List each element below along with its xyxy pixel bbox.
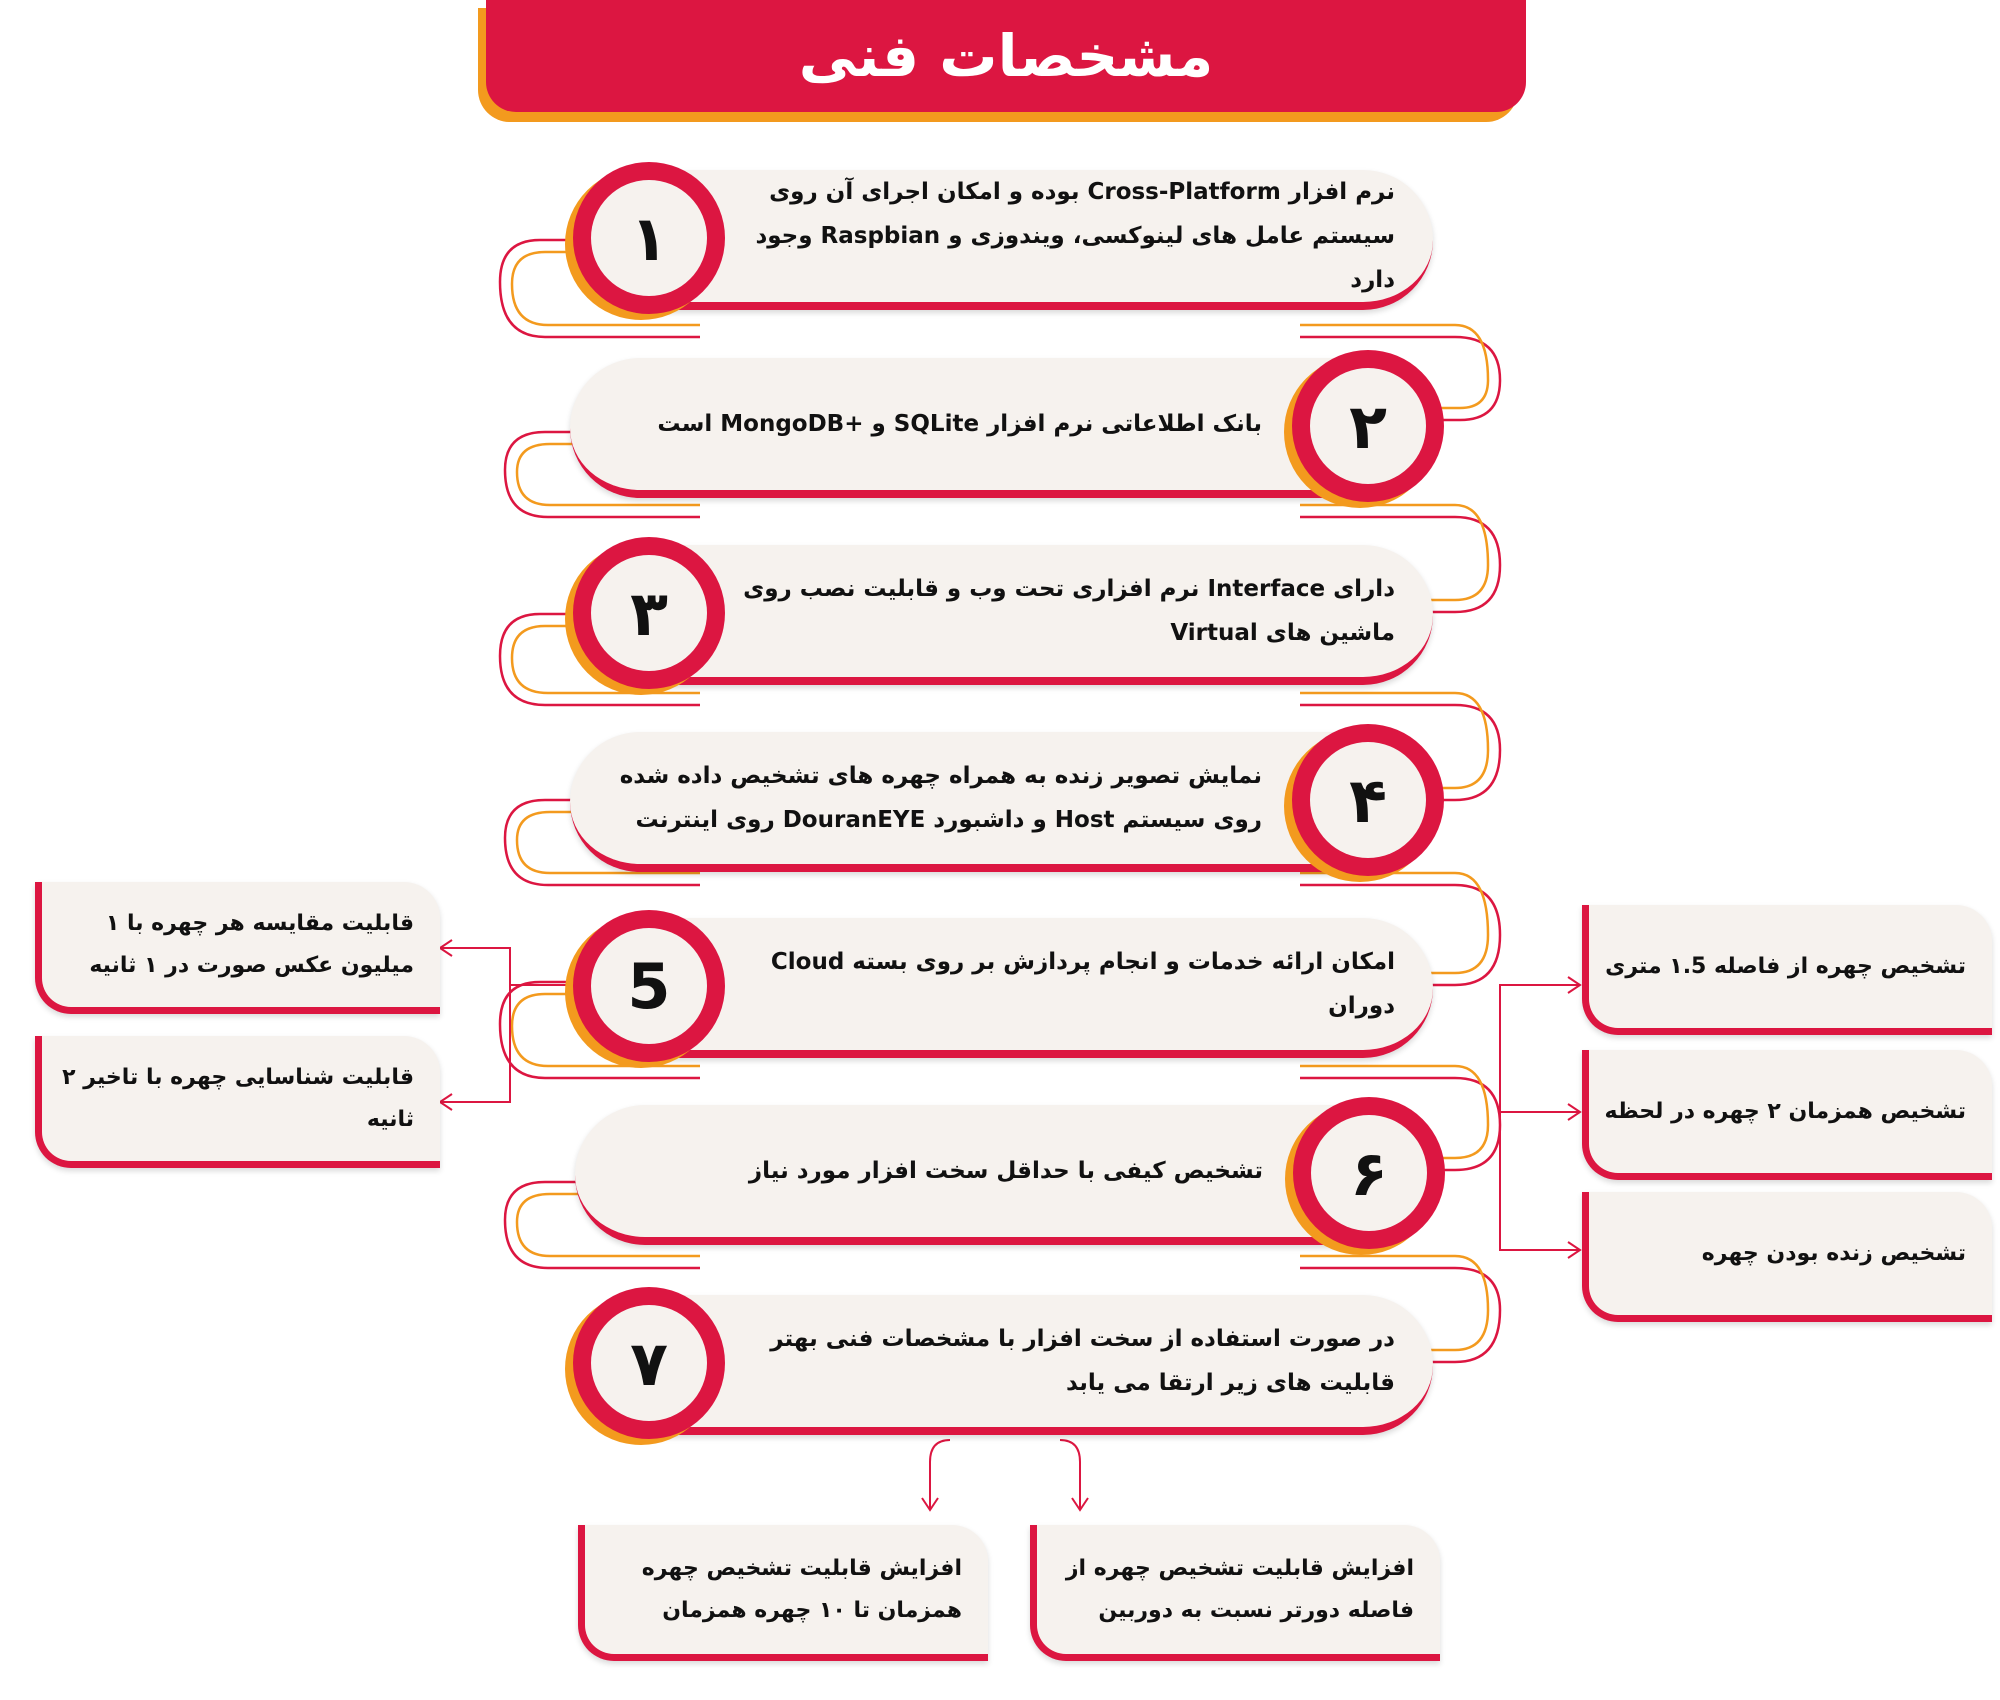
right-feature-3-text: تشخیص زنده بودن چهره: [1701, 1240, 1966, 1266]
step-6: [575, 1105, 1433, 1245]
right-feature-2: [1582, 1050, 1992, 1180]
step-7-text: در صورت استفاده از سخت افزار با مشخصات فنی بهتر قابلیت های زیر ارتقا می یابد: [770, 1326, 1395, 1396]
step-3-text: دارای Interface نرم افزاری تحت وب و قابلیت نصب روی ماشین های Virtual: [743, 576, 1395, 646]
step-5-number: 5: [627, 949, 671, 1023]
badge-face: [1310, 368, 1426, 484]
bottom-feature-2: [1030, 1525, 1440, 1661]
step-4-badge: [1292, 724, 1444, 876]
left-feature-1-text: قابلیت مقایسه هر چهره با ۱ میلیون عکس صورت در ۱ ثانیه: [89, 910, 414, 978]
step-1-text: نرم افزار Cross-Platform بوده و امکان اجرای آن روی سیستم عامل های لینوکسی، ویندوزی و Raspbian وجود دارد: [755, 179, 1395, 293]
step-5-badge: [573, 910, 725, 1062]
left-feature-2-text: قابلیت شناسایی چهره با تاخیر ۲ ثانیه: [62, 1064, 414, 1132]
step-4-text: نمایش تصویر زنده به همراه چهره های تشخیص داده شده روی سیستم Host و داشبورد DouranEYE روی اینترنت: [619, 763, 1262, 833]
bottom-feature-1: [578, 1525, 988, 1661]
left-feature-1: [35, 882, 440, 1014]
right-feature-1-text: تشخیص چهره از فاصله ۱.5 متری: [1605, 953, 1966, 979]
step-5: [585, 918, 1433, 1058]
step-2: [570, 358, 1432, 498]
step-3: [585, 545, 1433, 685]
step-3-badge: [573, 537, 725, 689]
badge-face: [591, 928, 707, 1044]
step-7-badge: [573, 1287, 725, 1439]
step-4-number: ۴: [1349, 763, 1387, 837]
title-banner: [478, 0, 1526, 122]
step-7-number: ۷: [630, 1326, 668, 1400]
arrow-to-bottom-feature-1: [930, 1440, 950, 1510]
badge-face: [1310, 742, 1426, 858]
step-2-text: بانک اطلاعاتی نرم افزار SQLite و +MongoDB است: [657, 411, 1262, 437]
right-feature-3: [1582, 1192, 1992, 1322]
step-1: [585, 170, 1433, 310]
badge-face: [1311, 1115, 1427, 1231]
badge-face: [591, 180, 707, 296]
step-2-badge: [1292, 350, 1444, 502]
arrow-to-right-feature-3: [1500, 1112, 1580, 1250]
title-banner-face: [486, 0, 1526, 112]
page-title: مشخصات فنی: [798, 22, 1214, 90]
step-6-badge: [1293, 1097, 1445, 1249]
step-4: [570, 732, 1432, 872]
step-1-badge: [573, 162, 725, 314]
step-3-number: ۳: [630, 576, 668, 650]
step-5-text: امکان ارائه خدمات و انجام پردازش بر روی بسته Cloud دوران: [770, 949, 1395, 1019]
step-6-text: تشخیص کیفی با حداقل سخت افزار مورد نیاز: [748, 1158, 1263, 1184]
arrow-to-left-feature-1: [440, 948, 570, 985]
arrow-to-bottom-feature-2: [1060, 1440, 1080, 1510]
right-feature-1: [1582, 905, 1992, 1035]
step-7: [585, 1295, 1433, 1435]
step-6-number: ۶: [1350, 1136, 1388, 1210]
bottom-feature-1-text: افزایش قابلیت تشخیص چهره همزمان تا ۱۰ چهره همزمان: [641, 1555, 962, 1623]
step-2-number: ۲: [1349, 389, 1387, 463]
badge-face: [591, 555, 707, 671]
arrow-to-right-feature-1: [1500, 985, 1580, 1112]
step-1-number: ۱: [630, 201, 668, 275]
badge-face: [591, 1305, 707, 1421]
right-feature-2-text: تشخیص همزمان ۲ چهره در لحظه: [1604, 1098, 1966, 1124]
left-feature-2: [35, 1036, 440, 1168]
bottom-feature-2-text: افزایش قابلیت تشخیص چهره از فاصله دورتر نسبت به دوربین: [1065, 1555, 1414, 1623]
arrow-to-left-feature-2: [440, 985, 510, 1102]
